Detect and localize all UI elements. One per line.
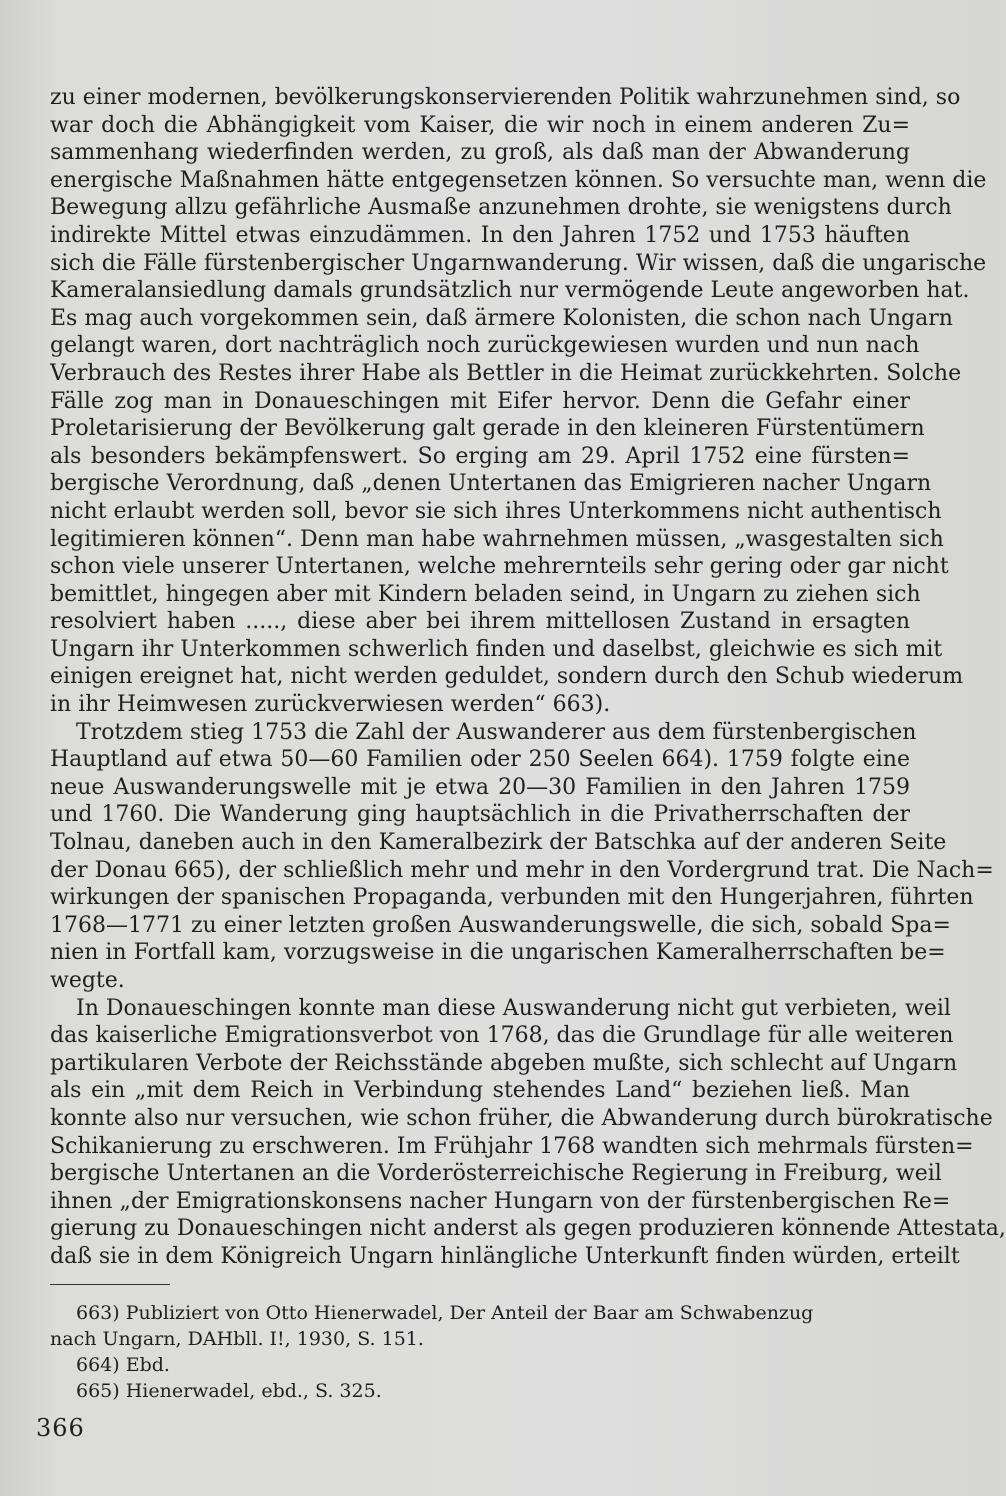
text-line: einigen ereignet hat, nicht werden geduldet, sondern durch den Schub wiederum: [50, 664, 964, 690]
text-line: wirkungen der spanischen Propaganda, verbunden mit den Hungerjahren, führten: [50, 885, 974, 911]
text-line: Tolnau, daneben auch in den Kameralbezirk der Batschka auf der anderen Seite: [50, 830, 947, 856]
text-line: war doch die Abhängigkeit vom Kaiser, die wir noch in einem anderen Zu=: [50, 112, 910, 138]
text-line: ihnen „der Emigrationskonsens nacher Hungarn von der fürstenbergischen Re=: [50, 1188, 951, 1214]
text-line: bergische Verordnung, daß „denen Untertanen das Emigrieren nacher Ungarn: [50, 471, 932, 497]
text-line: Proletarisierung der Bevölkerung galt gerade in den kleineren Fürstentümern: [50, 416, 925, 442]
text-line: zu einer modernen, bevölkerungskonservierenden Politik wahrzunehmen sind, so: [50, 85, 961, 110]
text-line: und 1760. Die Wanderung ging hauptsächlich in die Privatherrschaften der: [50, 802, 910, 828]
text-line: gierung zu Donaueschingen nicht anderst als gegen produzieren könnende Attestata,: [50, 1216, 1006, 1242]
text-line: Bewegung allzu gefährliche Ausmaße anzunehmen drohte, sie wenigstens durch: [50, 195, 952, 221]
text-line: nicht erlaubt werden soll, bevor sie sich ihres Unterkommens nicht authentisch: [50, 498, 942, 524]
text-line: schon viele unserer Untertanen, welche mehrernteils sehr gering oder gar nicht: [50, 554, 949, 580]
footnote-665: 665) Hienerwadel, ebd., S. 325.: [76, 1380, 382, 1402]
text-line: partikularen Verbote der Reichsstände abgeben mußte, sich schlecht auf Ungarn: [50, 1050, 958, 1076]
text-line: Es mag auch vorgekommen sein, daß ärmere Kolonisten, die schon nach Ungarn: [50, 305, 953, 331]
footnote-664: 664) Ebd.: [76, 1354, 170, 1376]
text-line: der Donau 665), der schließlich mehr und mehr in den Vordergrund trat. Die Nach=: [50, 857, 994, 883]
footnote-663: 663) Publiziert von Otto Hienerwadel, Der Anteil der Baar am Schwabenzug: [76, 1302, 814, 1324]
text-line: daß sie in dem Königreich Ungarn hinlängliche Unterkunft finden würden, erteilt: [50, 1243, 960, 1269]
text-line: nien in Fortfall kam, vorzugsweise in die ungarischen Kameralherrschaften be=: [50, 940, 946, 966]
text-line: legitimieren können“. Denn man habe wahrnehmen müssen, „wasgestalten sich: [50, 526, 944, 552]
text-line: Fälle zog man in Donaueschingen mit Eifer hervor. Denn die Gefahr einer: [50, 388, 910, 414]
text-line: konnte also nur versuchen, wie schon früher, die Abwanderung durch bürokratische: [50, 1105, 993, 1131]
text-line: Schikanierung zu erschweren. Im Frühjahr 1768 wandten sich mehrmals fürsten=: [50, 1133, 974, 1159]
footnotes: [50, 1300, 910, 1404]
text-line: Kameralansiedlung damals grundsätzlich nur vermögende Leute angeworben hat.: [50, 278, 970, 304]
text-line: in ihr Heimwesen zurückverwiesen werden“ 663).: [50, 692, 611, 718]
text-line: 1768—1771 zu einer letzten großen Auswanderungswelle, die sich, sobald Spa=: [50, 912, 951, 938]
text-line: gelangt waren, dort nachträglich noch zurückgewiesen wurden und nun nach: [50, 333, 920, 359]
footnote-divider: [50, 1284, 170, 1285]
text-line: Ungarn ihr Unterkommen schwerlich finden und daselbst, gleichwie es sich mit: [50, 636, 943, 662]
text-line: Verbrauch des Restes ihrer Habe als Bettler in die Heimat zurückkehrten. Solche: [50, 360, 962, 386]
text-line: In Donaueschingen konnte man diese Auswanderung nicht gut verbieten, weil: [76, 995, 951, 1021]
text-line: bergische Untertanen an die Vorderösterreichische Regierung in Freiburg, weil: [50, 1161, 942, 1187]
text-line: energische Maßnahmen hätte entgegensetzen können. So versuchte man, wenn die: [50, 167, 987, 193]
page-number: 366: [36, 1414, 85, 1442]
text-line: Trotzdem stieg 1753 die Zahl der Auswanderer aus dem fürstenbergischen: [76, 719, 917, 745]
body-text: [50, 84, 1006, 1271]
text-line: als besonders bekämpfenswert. So erging am 29. April 1752 eine fürsten=: [50, 443, 910, 469]
text-line: als ein „mit dem Reich in Verbindung stehendes Land“ beziehen ließ. Man: [50, 1078, 910, 1104]
text-line: sammenhang wiederfinden werden, zu groß, als daß man der Abwanderung: [50, 140, 910, 166]
text-line: bemittlet, hingegen aber mit Kindern beladen seind, in Ungarn zu ziehen sich: [50, 581, 921, 607]
text-line: resolviert haben ....., diese aber bei ihrem mittellosen Zustand in ersagten: [50, 609, 910, 635]
text-line: wegte.: [50, 968, 125, 993]
text-line: neue Auswanderungswelle mit je etwa 20—30 Familien in den Jahren 1759: [50, 774, 910, 800]
text-line: sich die Fälle fürstenbergischer Ungarnwanderung. Wir wissen, daß die ungarische: [50, 250, 987, 276]
text-line: Hauptland auf etwa 50—60 Familien oder 250 Seelen 664). 1759 folgte eine: [50, 747, 910, 773]
text-line: das kaiserliche Emigrationsverbot von 1768, das die Grundlage für alle weiteren: [50, 1023, 954, 1049]
text-line: indirekte Mittel etwas einzudämmen. In den Jahren 1752 und 1753 häuften: [50, 222, 910, 248]
footnote-663-continuation: nach Ungarn, DAHbll. I!, 1930, S. 151.: [50, 1328, 424, 1350]
